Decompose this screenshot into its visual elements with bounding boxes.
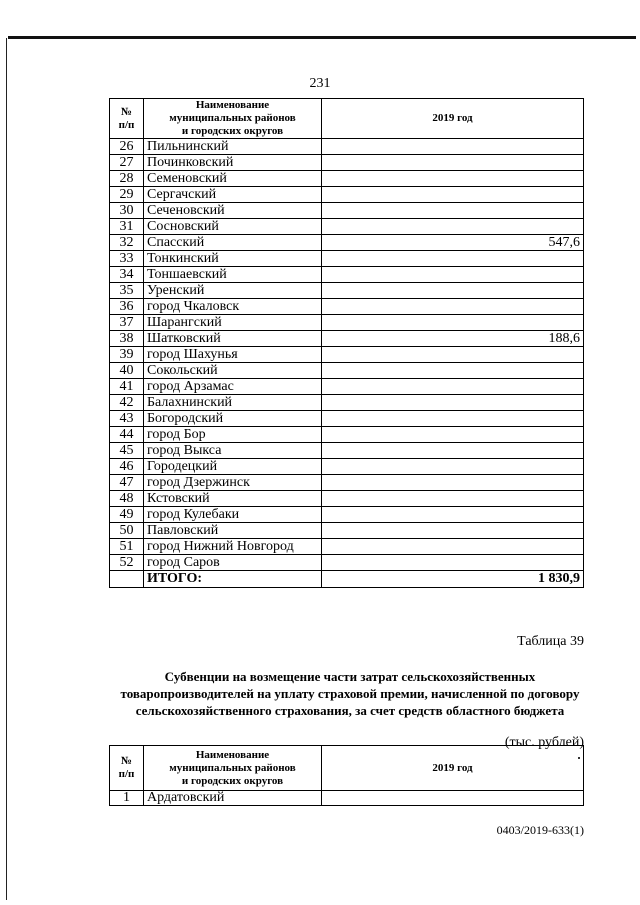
row-value bbox=[322, 155, 584, 171]
row-value bbox=[322, 379, 584, 395]
row-value bbox=[322, 363, 584, 379]
row-name: Сокольский bbox=[144, 363, 322, 379]
header-year: 2019 год bbox=[322, 99, 584, 139]
row-name: город Чкаловск bbox=[144, 299, 322, 315]
table-row bbox=[110, 315, 584, 331]
table-row bbox=[110, 475, 584, 491]
row-value bbox=[322, 203, 584, 219]
row-value bbox=[322, 283, 584, 299]
row-name: Уренский bbox=[144, 283, 322, 299]
row-name: Семеновский bbox=[144, 171, 322, 187]
row-name: Шатковский bbox=[144, 331, 322, 347]
table-row bbox=[110, 235, 584, 251]
row-name: город Бор bbox=[144, 427, 322, 443]
table-row bbox=[110, 283, 584, 299]
row-name: город Выкса bbox=[144, 443, 322, 459]
row-number: 32 bbox=[110, 235, 144, 251]
table-row bbox=[110, 203, 584, 219]
table-row bbox=[110, 155, 584, 171]
row-value bbox=[322, 539, 584, 555]
table-body bbox=[110, 139, 584, 571]
row-value bbox=[322, 251, 584, 267]
row-number: 28 bbox=[110, 171, 144, 187]
row-number: 42 bbox=[110, 395, 144, 411]
row-name: Богородский bbox=[144, 411, 322, 427]
table-row bbox=[110, 139, 584, 155]
row-name: город Кулебаки bbox=[144, 507, 322, 523]
table-row bbox=[110, 299, 584, 315]
row-name: Балахнинский bbox=[144, 395, 322, 411]
row-value bbox=[322, 523, 584, 539]
total-row bbox=[110, 571, 584, 588]
table-row bbox=[110, 539, 584, 555]
row-name: Городецкий bbox=[144, 459, 322, 475]
row-number: 44 bbox=[110, 427, 144, 443]
table-header-row bbox=[110, 746, 584, 791]
row-value bbox=[322, 315, 584, 331]
row-number: 39 bbox=[110, 347, 144, 363]
row-number: 34 bbox=[110, 267, 144, 283]
row-number: 36 bbox=[110, 299, 144, 315]
table-row bbox=[110, 171, 584, 187]
left-border-line bbox=[6, 38, 7, 900]
row-number: 29 bbox=[110, 187, 144, 203]
table-header-row bbox=[110, 99, 584, 139]
table-row bbox=[110, 187, 584, 203]
table-body bbox=[110, 791, 584, 806]
row-number: 40 bbox=[110, 363, 144, 379]
table-row bbox=[110, 459, 584, 475]
row-number: 37 bbox=[110, 315, 144, 331]
row-number: 52 bbox=[110, 555, 144, 571]
table-label: Таблица 39 bbox=[517, 634, 584, 649]
table-row bbox=[110, 251, 584, 267]
row-value bbox=[322, 791, 584, 806]
row-name: город Шахунья bbox=[144, 347, 322, 363]
table-row bbox=[110, 443, 584, 459]
header-name: Наименование муниципальных районов и городских округов bbox=[144, 746, 322, 791]
row-name: Спасский bbox=[144, 235, 322, 251]
row-value bbox=[322, 299, 584, 315]
row-number: 35 bbox=[110, 283, 144, 299]
row-value bbox=[322, 395, 584, 411]
row-number: 30 bbox=[110, 203, 144, 219]
table-row bbox=[110, 331, 584, 347]
row-name: город Арзамас bbox=[144, 379, 322, 395]
row-name: город Дзержинск bbox=[144, 475, 322, 491]
row-value bbox=[322, 187, 584, 203]
row-value bbox=[322, 347, 584, 363]
row-name: Починковский bbox=[144, 155, 322, 171]
table-row bbox=[110, 363, 584, 379]
row-name: город Саров bbox=[144, 555, 322, 571]
table-row bbox=[110, 347, 584, 363]
row-value: 188,6 bbox=[322, 331, 584, 347]
row-name: Сеченовский bbox=[144, 203, 322, 219]
table-row bbox=[110, 791, 584, 806]
page-number: 231 bbox=[309, 76, 331, 91]
insurance-subsidy-table bbox=[109, 745, 584, 806]
row-value bbox=[322, 171, 584, 187]
table-row bbox=[110, 379, 584, 395]
row-name: Тоншаевский bbox=[144, 267, 322, 283]
row-number: 51 bbox=[110, 539, 144, 555]
row-number: 1 bbox=[110, 791, 144, 806]
top-border-line bbox=[8, 36, 636, 39]
row-value: 547,6 bbox=[322, 235, 584, 251]
total-num-cell bbox=[110, 571, 144, 588]
row-value bbox=[322, 139, 584, 155]
row-number: 47 bbox=[110, 475, 144, 491]
row-number: 50 bbox=[110, 523, 144, 539]
row-value bbox=[322, 411, 584, 427]
row-value bbox=[322, 427, 584, 443]
row-value bbox=[322, 459, 584, 475]
table-row bbox=[110, 411, 584, 427]
row-name: город Нижний Новгород bbox=[144, 539, 322, 555]
row-value bbox=[322, 507, 584, 523]
row-value bbox=[322, 219, 584, 235]
table-row bbox=[110, 219, 584, 235]
row-number: 49 bbox=[110, 507, 144, 523]
row-number: 46 bbox=[110, 459, 144, 475]
table-row bbox=[110, 507, 584, 523]
table-row bbox=[110, 427, 584, 443]
row-name: Кстовский bbox=[144, 491, 322, 507]
header-num: № п/п bbox=[110, 746, 144, 791]
unit-label: (тыс. рублей) bbox=[504, 735, 584, 750]
total-label: ИТОГО: bbox=[144, 571, 322, 588]
row-value bbox=[322, 267, 584, 283]
header-year: 2019 год bbox=[322, 746, 584, 791]
row-number: 27 bbox=[110, 155, 144, 171]
header-name: Наименование муниципальных районов и городских округов bbox=[144, 99, 322, 139]
row-value bbox=[322, 555, 584, 571]
header-num: № п/п bbox=[110, 99, 144, 139]
row-number: 43 bbox=[110, 411, 144, 427]
row-number: 38 bbox=[110, 331, 144, 347]
row-number: 31 bbox=[110, 219, 144, 235]
row-name: Шарангский bbox=[144, 315, 322, 331]
row-number: 45 bbox=[110, 443, 144, 459]
row-name: Сергачский bbox=[144, 187, 322, 203]
row-value bbox=[322, 475, 584, 491]
table-row bbox=[110, 491, 584, 507]
document-code: 0403/2019-633(1) bbox=[496, 823, 584, 837]
table-row bbox=[110, 555, 584, 571]
table-row bbox=[110, 523, 584, 539]
row-name: Павловский bbox=[144, 523, 322, 539]
row-number: 41 bbox=[110, 379, 144, 395]
row-value bbox=[322, 491, 584, 507]
row-name: Сосновский bbox=[144, 219, 322, 235]
total-value: 1 830,9 bbox=[322, 571, 584, 588]
row-number: 48 bbox=[110, 491, 144, 507]
table-row bbox=[110, 395, 584, 411]
subsidy-table-continued bbox=[109, 98, 584, 588]
row-number: 33 bbox=[110, 251, 144, 267]
table-heading: Субвенции на возмещение части затрат сельскохозяйственных товаропроизводителей на уплату страховой премии, начисленной по договору сельскохозяйственного страхования, за счет средств областного бюджета bbox=[120, 669, 580, 718]
row-value bbox=[322, 443, 584, 459]
row-name: Тонкинский bbox=[144, 251, 322, 267]
row-name: Ардатовский bbox=[144, 791, 322, 806]
row-number: 26 bbox=[110, 139, 144, 155]
row-name: Пильнинский bbox=[144, 139, 322, 155]
table-row bbox=[110, 267, 584, 283]
